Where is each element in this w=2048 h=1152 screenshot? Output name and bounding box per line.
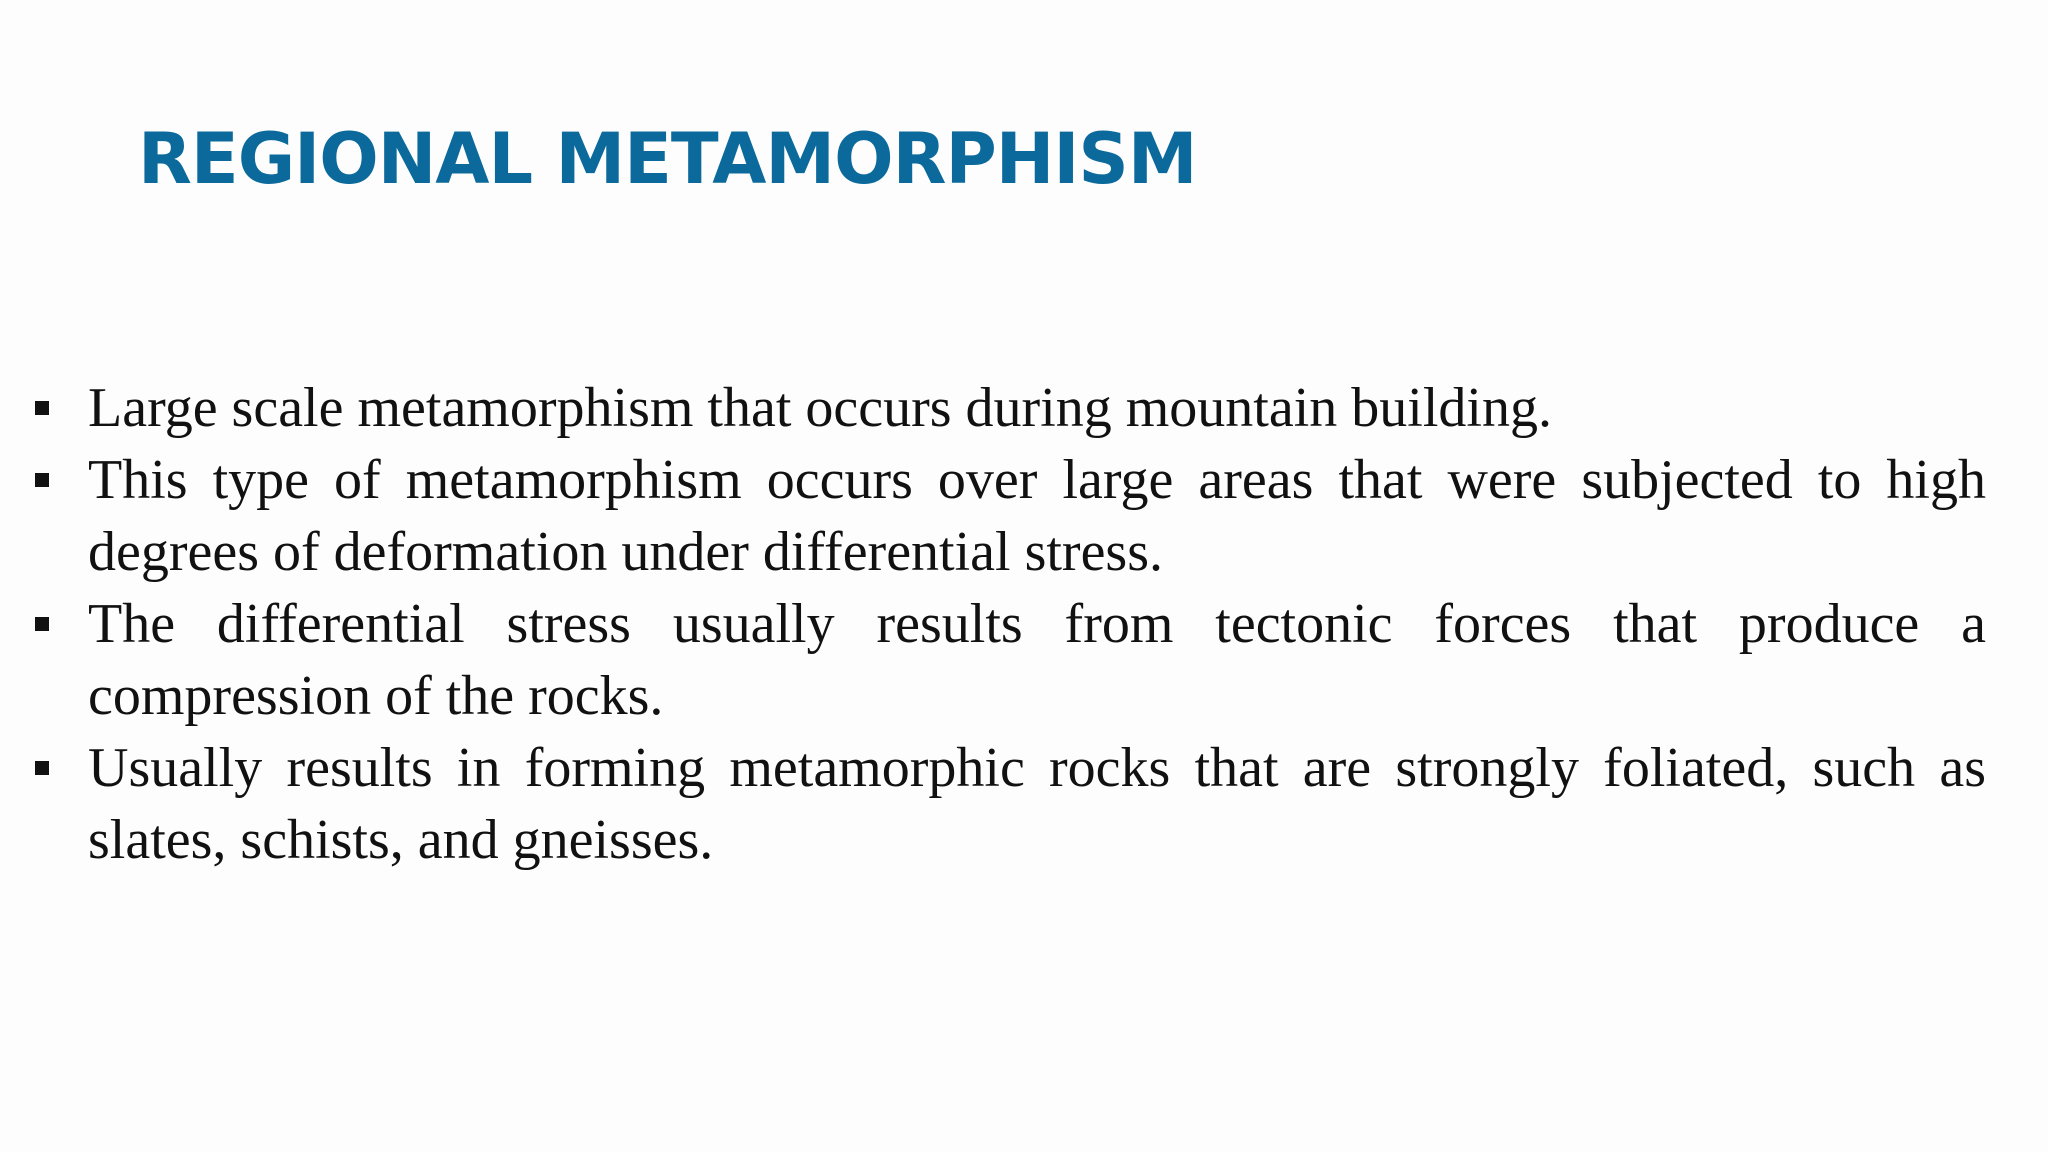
square-bullet-icon xyxy=(35,617,49,631)
bullet-list xyxy=(30,372,1986,876)
square-bullet-icon xyxy=(35,761,49,775)
bullet-text: This type of metamorphism occurs over large areas that were subjected to high degrees of deformation under differential stress. xyxy=(88,449,1986,583)
bullet-text: The differential stress usually results from tectonic forces that produce a compression of the rocks. xyxy=(88,593,1986,727)
bullet-text: Large scale metamorphism that occurs during mountain building. xyxy=(88,377,1552,439)
bullet-item xyxy=(30,588,1986,732)
square-bullet-icon xyxy=(35,473,49,487)
bullet-item xyxy=(30,732,1986,876)
square-bullet-icon xyxy=(35,401,49,415)
bullet-item xyxy=(30,372,1986,444)
slide-title: REGIONAL METAMORPHISM xyxy=(138,118,1197,200)
bullet-text: Usually results in forming metamorphic rocks that are strongly foliated, such as slates, schists, and gneisses. xyxy=(88,737,1986,871)
bullet-item xyxy=(30,444,1986,588)
